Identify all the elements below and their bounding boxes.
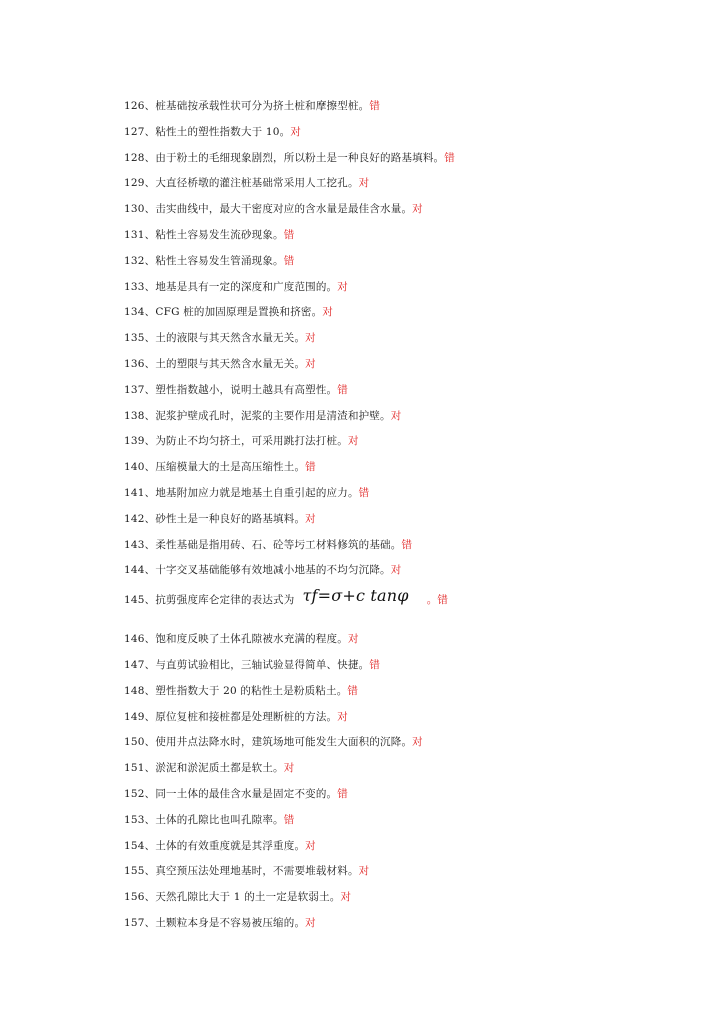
answer-mark: 错 [305, 461, 316, 474]
answer-mark: 对 [305, 916, 316, 929]
answer-mark: 错 [283, 813, 295, 826]
question-number: 140 [124, 461, 145, 474]
question-text: 、泥浆护壁成孔时，泥浆的主要作用是清渣和护壁。 [144, 409, 391, 422]
question-text: 、击实曲线中，最大干密度对应的含水量是最佳含水量。 [144, 203, 413, 216]
list-item [124, 380, 684, 406]
list-item [124, 199, 684, 225]
list-item [124, 457, 684, 483]
question-text: 、土颗粒本身是不容易被压缩的。 [144, 916, 306, 929]
question-number: 137 [124, 383, 145, 396]
list-item [124, 328, 684, 354]
question-number: 152 [124, 787, 145, 800]
question-number: 151 [124, 762, 145, 775]
answer-mark: 错 [337, 383, 348, 396]
list-item [124, 681, 684, 707]
answer-mark: 。错 [426, 594, 449, 607]
answer-mark: 对 [347, 633, 359, 646]
question-text: 、与直剪试验相比，三轴试验显得简单、快捷。 [144, 658, 370, 671]
question-text: 、原位复桩和接桩都是处理断桩的方法。 [144, 710, 338, 723]
answer-mark: 错 [283, 228, 295, 241]
answer-mark: 对 [412, 203, 423, 216]
question-number: 156 [124, 891, 145, 904]
question-text: 、桩基础按承载性状可分为挤土桩和摩擦型桩。 [144, 100, 370, 112]
question-number: 132 [124, 254, 145, 267]
question-text: 、由于粉土的毛细现象剧烈，所以粉土是一种良好的路基填料。 [144, 151, 445, 164]
answer-mark: 对 [337, 710, 348, 723]
list-item [124, 535, 684, 561]
question-number: 138 [124, 409, 145, 422]
list-item [124, 758, 684, 784]
list-item [124, 251, 684, 277]
question-number: 128 [124, 151, 145, 164]
question-number: 150 [124, 736, 145, 749]
question-number: 126 [124, 100, 145, 112]
list-item [124, 302, 684, 328]
list-item [124, 586, 684, 629]
answer-mark: 对 [390, 564, 402, 577]
question-text: 、天然孔隙比大于 1 的土一定是软弱土。 [144, 891, 341, 904]
question-number: 149 [124, 710, 145, 723]
question-text: 、十字交叉基础能够有效地减小地基的不均匀沉降。 [144, 564, 391, 577]
list-item [124, 122, 684, 148]
list-item [124, 887, 684, 913]
question-text: 、土的塑限与其天然含水量无关。 [144, 357, 306, 370]
question-number: 139 [124, 435, 145, 448]
question-number: 131 [124, 228, 145, 241]
list-item [124, 277, 684, 303]
list-item [124, 406, 684, 432]
question-text: 、真空预压法处理地基时，不需要堆载材料。 [144, 865, 359, 878]
list-item [124, 483, 684, 509]
answer-mark: 对 [305, 839, 316, 852]
question-text: 、同一土体的最佳含水量是固定不变的。 [144, 787, 338, 800]
answer-mark: 对 [305, 512, 316, 525]
question-number: 148 [124, 684, 145, 697]
answer-mark: 错 [337, 787, 348, 800]
question-text: 、粘性土的塑性指数大于 10。 [144, 125, 291, 138]
question-text: 、塑性指数越小，说明土越具有高塑性。 [144, 383, 338, 396]
question-number: 154 [124, 839, 145, 852]
answer-mark: 错 [369, 658, 381, 671]
question-text: 、粘性土容易发生流砂现象。 [144, 228, 284, 241]
question-number: 157 [124, 916, 145, 929]
answer-mark: 错 [347, 684, 359, 697]
question-number: 136 [124, 357, 145, 370]
question-text: 、大直径桥墩的灌注桩基础常采用人工挖孔。 [144, 177, 359, 190]
question-text: 、柔性基础是指用砖、石、砼等圬工材料修筑的基础。 [144, 538, 402, 551]
question-number: 155 [124, 865, 145, 878]
answer-mark: 对 [322, 306, 334, 319]
question-number: 142 [124, 512, 145, 525]
question-number: 145 [124, 594, 145, 607]
question-text: 、饱和度反映了土体孔隙被水充满的程度。 [144, 633, 348, 646]
question-list [124, 96, 684, 939]
list-item [124, 707, 684, 733]
list-item [124, 655, 684, 681]
answer-mark: 错 [358, 486, 370, 499]
question-number: 147 [124, 658, 145, 671]
list-item [124, 913, 684, 939]
question-number: 134 [124, 306, 145, 319]
answer-mark: 错 [401, 538, 413, 551]
answer-mark: 对 [305, 332, 316, 345]
question-text: 、CFG 桩的加固原理是置换和挤密。 [144, 306, 323, 319]
question-text: 、压缩模量大的土是高压缩性土。 [144, 461, 306, 474]
question-text: 、抗剪强度库仑定律的表达式为 [144, 594, 295, 607]
list-item [124, 509, 684, 535]
question-text: 、为防止不均匀挤土，可采用跳打法打桩。 [144, 435, 348, 448]
question-number: 133 [124, 280, 145, 293]
list-item [124, 354, 684, 380]
answer-mark: 对 [358, 177, 370, 190]
question-number: 127 [124, 125, 145, 138]
question-text: 、淤泥和淤泥质土都是软土。 [144, 762, 284, 775]
question-number: 143 [124, 538, 145, 551]
question-number: 129 [124, 177, 145, 190]
question-text: 、土体的有效重度就是其浮重度。 [144, 839, 306, 852]
answer-mark: 对 [347, 435, 359, 448]
list-item [124, 560, 684, 586]
list-item [124, 173, 684, 199]
coulomb-formula: τf=σ+c tanφ [302, 586, 409, 606]
question-number: 153 [124, 813, 145, 826]
question-number: 130 [124, 203, 145, 216]
list-item [124, 629, 684, 655]
list-item [124, 836, 684, 862]
list-item [124, 148, 684, 174]
list-item [124, 96, 684, 122]
answer-mark: 对 [283, 762, 295, 775]
answer-mark: 对 [290, 125, 302, 138]
question-text: 、塑性指数大于 20 的粘性土是粉质粘土。 [144, 684, 348, 697]
list-item [124, 784, 684, 810]
answer-mark: 对 [390, 409, 402, 422]
question-text: 、粘性土容易发生管涌现象。 [144, 254, 284, 267]
answer-mark: 错 [369, 100, 381, 112]
question-number: 141 [124, 486, 145, 499]
list-item [124, 732, 684, 758]
question-number: 146 [124, 633, 145, 646]
question-text: 、砂性土是一种良好的路基填料。 [144, 512, 306, 525]
list-item [124, 810, 684, 836]
answer-mark: 对 [358, 865, 370, 878]
answer-mark: 错 [283, 254, 295, 267]
question-number: 144 [124, 564, 145, 577]
answer-mark: 对 [412, 736, 423, 749]
answer-mark: 错 [444, 151, 455, 164]
list-item [124, 225, 684, 251]
list-item [124, 431, 684, 457]
answer-mark: 对 [305, 357, 316, 370]
question-text: 、地基附加应力就是地基土自重引起的应力。 [144, 486, 359, 499]
answer-mark: 对 [337, 280, 348, 293]
question-text: 、地基是具有一定的深度和广度范围的。 [144, 280, 338, 293]
question-text: 、土体的孔隙比也叫孔隙率。 [144, 813, 284, 826]
question-text: 、使用井点法降水时，建筑场地可能发生大面积的沉降。 [144, 736, 413, 749]
list-item [124, 861, 684, 887]
answer-mark: 对 [340, 891, 352, 904]
question-number: 135 [124, 332, 145, 345]
question-text: 、土的液限与其天然含水量无关。 [144, 332, 306, 345]
